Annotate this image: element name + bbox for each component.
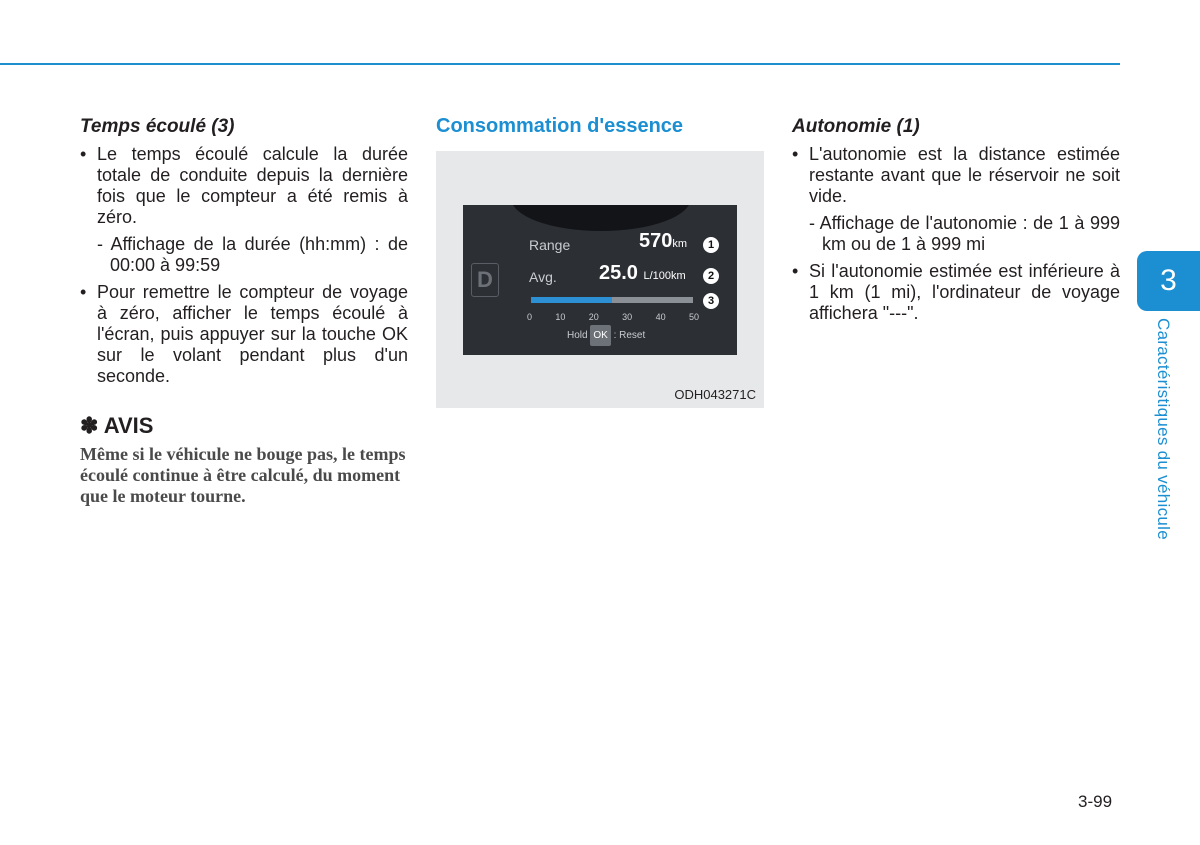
cluster-arch	[511, 205, 691, 231]
scale-tick: 30	[622, 312, 633, 322]
gear-indicator: D	[471, 263, 499, 297]
section-heading-fuel-consumption: Consommation d'essence	[436, 115, 684, 137]
consumption-bar-fill	[531, 297, 612, 303]
range-unit: km	[672, 238, 688, 250]
chapter-side-title: Caractéristiques du véhicule	[1154, 318, 1173, 540]
avg-value: 25.0	[599, 262, 638, 284]
scale-tick: 50	[688, 312, 699, 322]
bullet-elapsed-definition: • Le temps écoulé calcule la durée totale de conduite depuis la dernière fois que le compteur a été remis à zéro.	[80, 144, 408, 228]
scale-tick: 0	[527, 312, 533, 322]
page-number: 3-99	[1078, 792, 1113, 811]
bullet-low-range: • Si l'autonomie estimée est inférieure à 1 km (1 mi), l'ordinateur de voyage affichera "---".	[792, 261, 1120, 324]
avg-readout	[599, 263, 686, 287]
consumption-bar	[531, 297, 693, 303]
left-column	[80, 116, 408, 507]
scale-tick: 40	[655, 312, 666, 322]
sub-item-range-display: - Affichage de l'autonomie : de 1 à 999 km ou de 1 à 999 mi	[809, 213, 1120, 254]
callout-marker-1: 1	[703, 237, 719, 253]
bullet-range-definition: • L'autonomie est la distance estimée restante avant que le réservoir ne soit vide.	[792, 144, 1120, 207]
callout-marker-3: 3	[703, 293, 719, 309]
figure-caption: ODH043271C	[674, 387, 756, 402]
range-readout	[639, 231, 687, 255]
top-rule	[0, 63, 1120, 65]
range-label: Range	[529, 237, 571, 253]
middle-column	[436, 116, 764, 408]
notice-title: ✽ AVIS	[80, 413, 154, 438]
ok-key: OK	[590, 325, 610, 346]
hold-reset-hint	[567, 325, 645, 346]
right-column	[792, 116, 1120, 330]
avg-label: Avg.	[529, 269, 557, 285]
notice-body: Même si le véhicule ne bouge pas, le temps écoulé continue à être calculé, du moment que le moteur tourne.	[80, 444, 406, 506]
instrument-cluster-display	[463, 205, 737, 355]
scale-tick: 20	[588, 312, 599, 322]
chapter-tab: 3	[1137, 251, 1200, 311]
bullet-reset-instructions: • Pour remettre le compteur de voyage à zéro, afficher le temps écoulé à l'écran, puis appuyer sur la touche OK sur le volant pendant plus d'un seconde.	[80, 282, 408, 387]
callout-marker-2: 2	[703, 268, 719, 284]
hold-text: Hold	[567, 330, 588, 341]
range-value: 570	[639, 230, 673, 252]
section-heading-range: Autonomie (1)	[792, 116, 920, 137]
cluster-figure	[436, 151, 764, 408]
avg-unit: L/100km	[643, 270, 686, 282]
reset-text: : Reset	[613, 330, 646, 341]
sub-item-duration-display: - Affichage de la durée (hh:mm) : de 00:00 à 99:59	[97, 234, 408, 275]
section-heading-elapsed-time: Temps écoulé (3)	[80, 116, 235, 137]
scale-tick: 10	[555, 312, 566, 322]
